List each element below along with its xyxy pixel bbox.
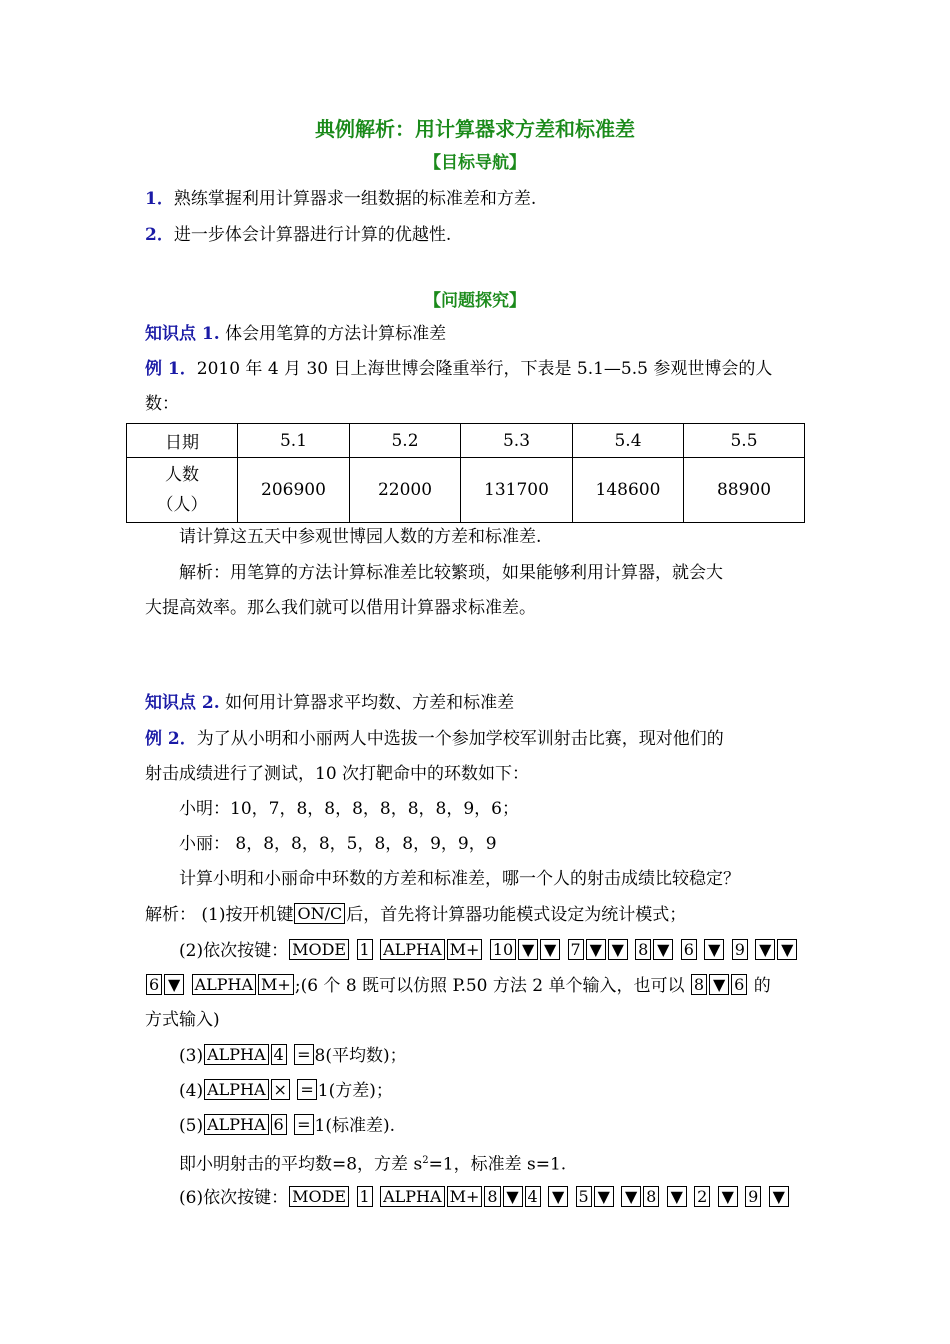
down-arrow-key-icon: ▼	[586, 939, 606, 960]
superscript: 2	[422, 1155, 429, 1166]
key-4: 4	[271, 1044, 287, 1065]
down-arrow-key-icon: ▼	[503, 1186, 523, 1207]
key-10: 10	[490, 939, 516, 960]
example-1-line1	[145, 358, 772, 380]
key-5: 5	[576, 1186, 592, 1207]
table-cell: 88900	[684, 458, 805, 523]
example-label: 例 2．	[145, 729, 197, 749]
mode-key: MODE	[289, 939, 349, 960]
down-arrow-key-icon: ▼	[518, 939, 538, 960]
key-6: 6	[146, 974, 162, 995]
step-text: 后，首先将计算器功能模式设定为统计模式；	[346, 905, 687, 925]
row-label-line: 人数	[165, 465, 199, 485]
knowledge-text: 体会用笔算的方法计算标准差	[225, 324, 447, 344]
m-plus-key: M+	[447, 1186, 483, 1207]
table-cell: 5.3	[461, 424, 573, 458]
example-1-question: 请计算这五天中参观世博园人数的方差和标准差.	[179, 527, 542, 547]
alpha-key: ALPHA	[192, 974, 256, 995]
step-text: ;(6 个 8 既可以仿照 P.50 方法 2 单个输入，也可以	[294, 976, 685, 996]
knowledge-point-2	[145, 692, 514, 714]
key-8: 8	[643, 1186, 659, 1207]
key-1: 1	[357, 1186, 373, 1207]
down-arrow-key-icon: ▼	[777, 939, 797, 960]
down-arrow-key-icon: ▼	[755, 939, 775, 960]
knowledge-label: 知识点 2.	[145, 693, 220, 713]
table-cell: 5.4	[573, 424, 684, 458]
key-7: 7	[568, 939, 584, 960]
down-arrow-key-icon: ▼	[540, 939, 560, 960]
knowledge-label: 知识点 1.	[145, 324, 220, 344]
key-6: 6	[681, 939, 697, 960]
goal-item-1	[145, 188, 536, 210]
step-text: 的	[753, 976, 771, 996]
equals-key: =	[294, 1114, 313, 1135]
table-cell: 5.1	[238, 424, 350, 458]
down-arrow-key-icon: ▼	[164, 974, 184, 995]
on-c-key: ON/C	[294, 903, 345, 924]
equals-key: =	[294, 1044, 313, 1065]
down-arrow-key-icon: ▼	[548, 1186, 568, 1207]
goal-text: 熟练掌握利用计算器求一组数据的标准差和方差.	[173, 189, 537, 209]
step-2-line3: 方式输入)	[145, 1010, 220, 1030]
down-arrow-key-icon: ▼	[718, 1186, 738, 1207]
step-text: 解析： (1)按开机键	[145, 905, 294, 925]
goals-heading: 【目标导航】	[424, 153, 526, 173]
xiaoming-summary	[179, 1150, 566, 1176]
key-9: 9	[732, 939, 748, 960]
goal-num: 2．	[145, 225, 174, 245]
step-text: 1(标准差).	[314, 1116, 396, 1136]
knowledge-text: 如何用计算器求平均数、方差和标准差	[225, 693, 515, 713]
step-6	[179, 1186, 790, 1209]
alpha-key: ALPHA	[204, 1079, 268, 1100]
equals-key: =	[297, 1079, 316, 1100]
down-arrow-key-icon: ▼	[704, 939, 724, 960]
table-cell: 5.2	[350, 424, 461, 458]
step-text: (4)	[179, 1081, 204, 1101]
explore-heading: 【问题探究】	[424, 291, 526, 311]
m-plus-key: M+	[447, 939, 483, 960]
key-8: 8	[691, 974, 707, 995]
key-8: 8	[484, 1186, 500, 1207]
visitor-table	[126, 423, 805, 523]
step-2-line2	[145, 974, 771, 997]
summary-text: =1，标准差 s=1.	[428, 1154, 567, 1175]
key-4: 4	[525, 1186, 541, 1207]
example-text: 2010 年 4 月 30 日上海世博会隆重举行，下表是 5.1—5.5 参观世博会的人	[196, 359, 773, 379]
alpha-key: ALPHA	[380, 1186, 444, 1207]
key-8: 8	[635, 939, 651, 960]
down-arrow-key-icon: ▼	[769, 1186, 789, 1207]
goal-num: 1．	[145, 189, 174, 209]
key-1: 1	[357, 939, 373, 960]
table-row	[127, 458, 805, 523]
example-1-analysis-line2: 大提高效率。那么我们就可以借用计算器求标准差。	[145, 598, 536, 618]
example-2-question: 计算小明和小丽命中环数的方差和标准差，哪一个人的射击成绩比较稳定？	[179, 869, 740, 889]
example-label: 例 1．	[145, 359, 197, 379]
knowledge-point-1	[145, 323, 446, 345]
down-arrow-key-icon: ▼	[608, 939, 628, 960]
step-2-line1	[179, 939, 798, 962]
example-1-analysis-line1: 解析：用笔算的方法计算标准差比较繁琐，如果能够利用计算器，就会大	[179, 563, 723, 583]
row-label-line: （人）	[156, 495, 208, 515]
step-text: (5)	[179, 1116, 204, 1136]
example-text: 为了从小明和小丽两人中选拔一个参加学校军训射击比赛，现对他们的	[196, 729, 724, 749]
step-text: 8(平均数)；	[314, 1046, 407, 1066]
step-text: (6)依次按键：	[179, 1188, 289, 1208]
alpha-key: ALPHA	[380, 939, 444, 960]
goal-item-2	[145, 224, 451, 246]
example-1-line2: 数：	[145, 394, 179, 414]
mode-key: MODE	[289, 1186, 349, 1207]
key-6: 6	[271, 1114, 287, 1135]
page-title: 典例解析：用计算器求方差和标准差	[315, 117, 635, 141]
table-cell: 22000	[350, 458, 461, 523]
key-6: 6	[731, 974, 747, 995]
down-arrow-key-icon: ▼	[653, 939, 673, 960]
step-text: (3)	[179, 1046, 204, 1066]
multiply-key: ×	[271, 1079, 290, 1100]
table-row	[127, 424, 805, 458]
xiaoming-scores: 小明：10，7，8，8，8，8，8，8，9，6；	[179, 799, 519, 819]
step-text: 1(方差)；	[317, 1081, 393, 1101]
key-9: 9	[745, 1186, 761, 1207]
table-cell: 5.5	[684, 424, 805, 458]
down-arrow-key-icon: ▼	[709, 974, 729, 995]
summary-text: 即小明射击的平均数=8，方差 s	[179, 1154, 423, 1175]
m-plus-key: M+	[258, 974, 294, 995]
goal-text: 进一步体会计算器进行计算的优越性.	[173, 225, 452, 245]
step-3	[179, 1044, 407, 1067]
down-arrow-key-icon: ▼	[621, 1186, 641, 1207]
down-arrow-key-icon: ▼	[667, 1186, 687, 1207]
step-text: (2)依次按键：	[179, 941, 289, 961]
table-header-cell: 日期	[127, 424, 238, 458]
example-2-line1	[145, 728, 724, 750]
step-1	[145, 903, 686, 926]
down-arrow-key-icon: ▼	[594, 1186, 614, 1207]
alpha-key: ALPHA	[204, 1114, 268, 1135]
table-cell: 131700	[461, 458, 573, 523]
table-cell: 148600	[573, 458, 684, 523]
step-5	[179, 1114, 395, 1137]
key-2: 2	[694, 1186, 710, 1207]
example-2-line2: 射击成绩进行了测试，10 次打靶命中的环数如下：	[145, 764, 530, 784]
table-header-cell	[127, 458, 238, 523]
step-4	[179, 1079, 393, 1102]
xiaoli-scores: 小丽： 8，8，8，8，5，8，8，9，9，9	[179, 834, 497, 854]
alpha-key: ALPHA	[204, 1044, 268, 1065]
table-cell: 206900	[238, 458, 350, 523]
